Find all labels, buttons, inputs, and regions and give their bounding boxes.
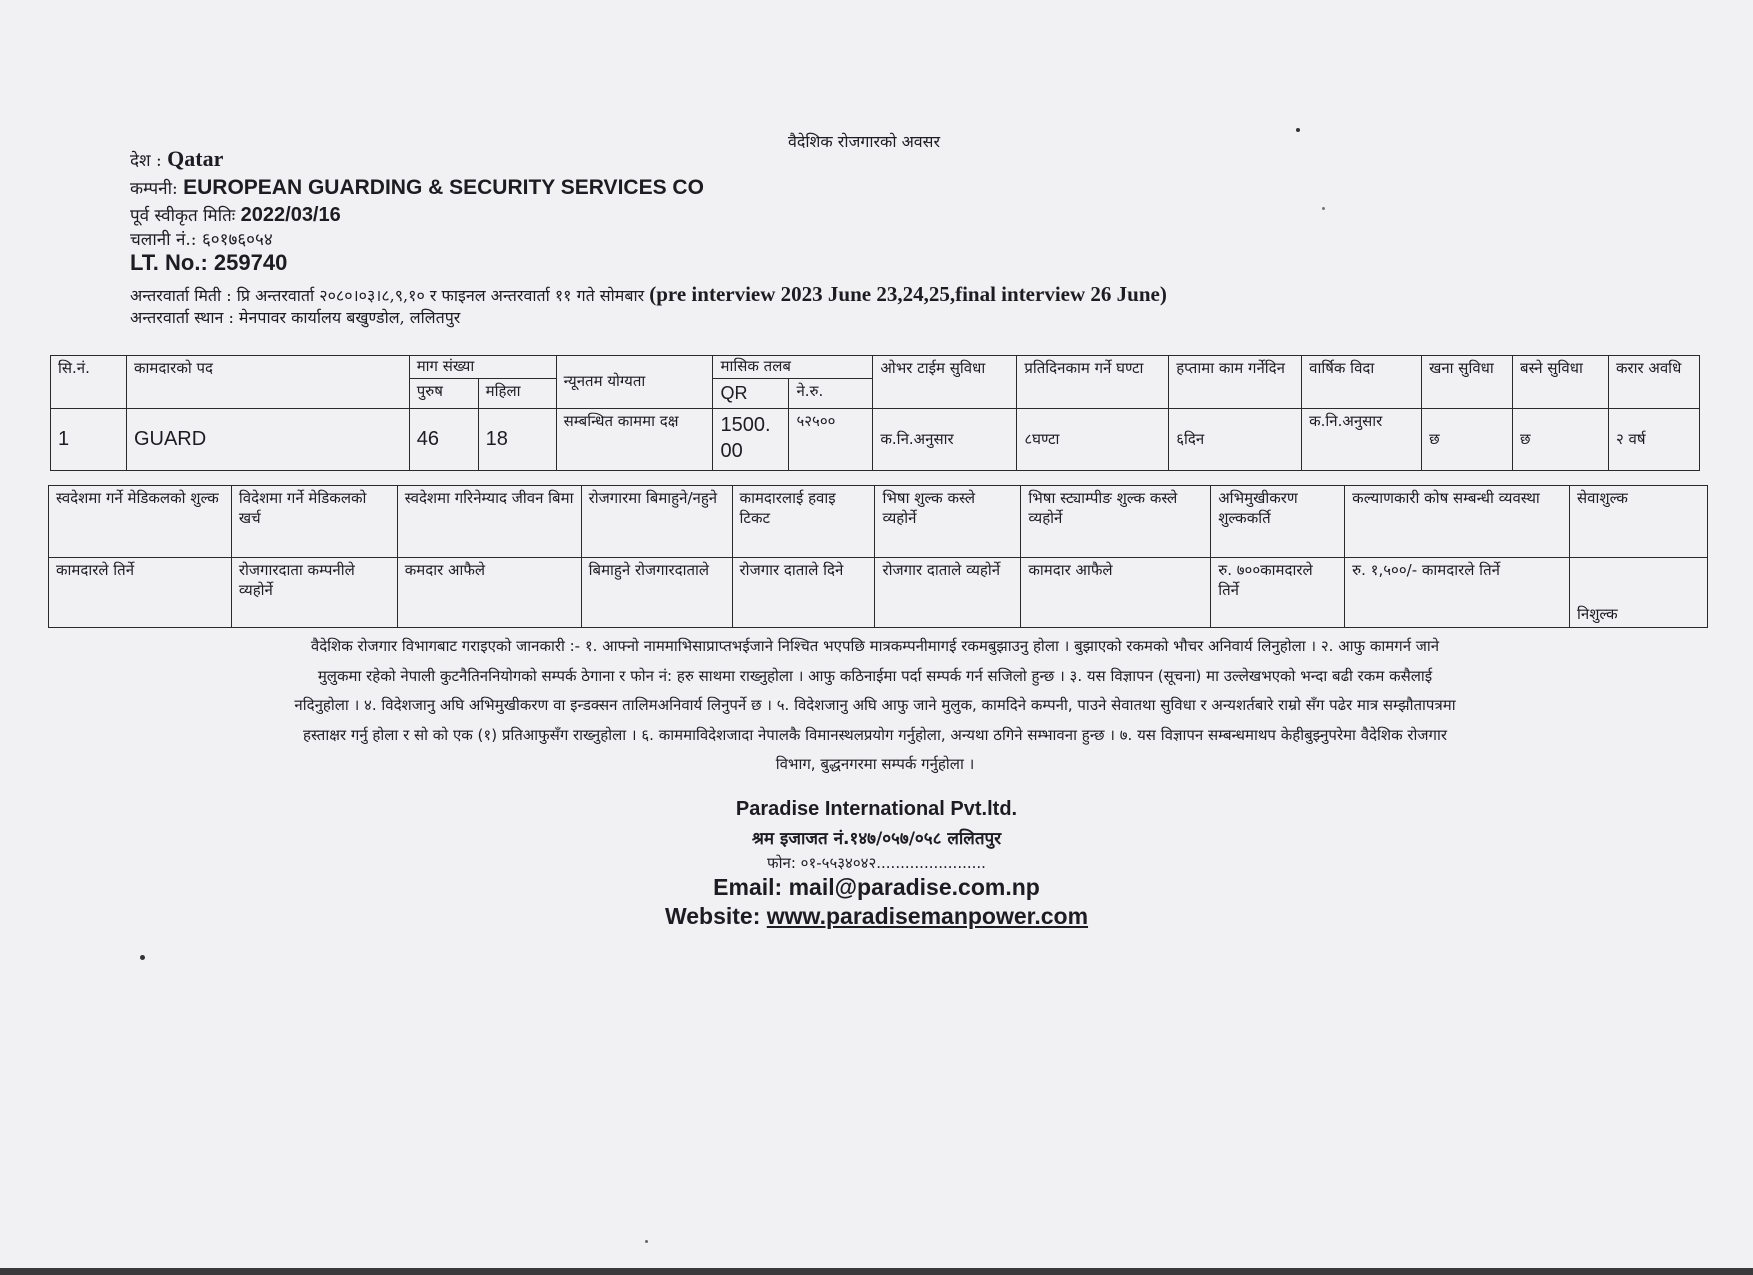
header-qr: QR — [713, 378, 789, 408]
cell-male: 46 — [409, 408, 478, 470]
scan-speck — [1296, 128, 1300, 132]
header-male: पुरुष — [409, 378, 478, 408]
header-salary: मासिक तलब — [713, 356, 873, 379]
header-overtime: ओभर टाईम सुविधा — [873, 356, 1017, 409]
cost-header: सेवाशुल्क — [1570, 486, 1708, 558]
cost-value-row — [49, 558, 1708, 628]
cost-header: रोजगारमा बिमाहुने/नहुने — [581, 486, 732, 558]
header-accommodation: बस्ने सुविधा — [1513, 356, 1609, 409]
scan-speck — [1322, 207, 1325, 210]
website-link[interactable]: www.paradisemanpower.com — [766, 903, 1089, 929]
header-demand: माग संख्या — [409, 356, 556, 379]
scan-speck — [645, 1240, 648, 1243]
cell-contract: २ वर्ष — [1608, 408, 1699, 470]
interview-date-en: (pre interview 2023 June 23,24,25,final interview 26 June) — [649, 282, 1167, 306]
cost-value: निशुल्क — [1570, 558, 1708, 628]
agency-website — [0, 903, 1753, 930]
interview-venue: अन्तरवार्ता स्थान : मेनपावर कार्यालय बखुण्डोल, ललितपुर — [130, 308, 461, 327]
country-label: देश : — [130, 151, 162, 171]
company-value: EUROPEAN GUARDING & SECURITY SERVICES CO — [183, 176, 704, 199]
table-row — [51, 408, 1700, 470]
header-contract: करार अवधि — [1608, 356, 1699, 409]
notice-line: विभाग, बुद्धनगरमा सम्पर्क गर्नुहोला । — [775, 755, 975, 773]
country-line — [130, 146, 223, 172]
interview-date-line — [130, 282, 1167, 307]
cost-value: कामदार आफैले — [1021, 558, 1211, 628]
cost-value: रोजगार दाताले दिने — [732, 558, 875, 628]
scan-border — [0, 1268, 1753, 1275]
notice-line: वैदेशिक रोजगार विभागबाट गराइएको जानकारी :- १. आफ्नो नाममाभिसाप्राप्तभईजाने निश्चित भएपछि मात्रकम्पनीमागई रकमबुझाउनु होला । बुझाएको रकमको भौचर अनिवार्य लिनुहोला । २. आफु कामगर्न जाने — [310, 637, 1440, 655]
table-header-row — [51, 356, 1700, 379]
header-position: कामदारको पद — [126, 356, 409, 409]
cost-header: भिषा शुल्क कस्ले व्यहोर्ने — [875, 486, 1021, 558]
cost-header: स्वदेशमा गर्ने मेडिकलको शुल्क — [49, 486, 232, 558]
cost-header: स्वदेशमा गरिनेम्याद जीवन बिमा — [397, 486, 581, 558]
cell-food: छ — [1422, 408, 1513, 470]
scan-speck — [140, 955, 145, 960]
cost-details-table — [48, 485, 1708, 628]
cell-qualification: सम्बन्धित काममा दक्ष — [556, 408, 713, 470]
cost-value: कामदारले तिर्ने — [49, 558, 232, 628]
cell-weekly-days: ६दिन — [1169, 408, 1302, 470]
cost-value: कमदार आफैले — [397, 558, 581, 628]
approval-line — [130, 203, 341, 227]
header-weekly-days: हप्तामा काम गर्नेदिन — [1169, 356, 1302, 409]
cell-female: 18 — [478, 408, 556, 470]
header-food: खना सुविधा — [1422, 356, 1513, 409]
notice-line: मुलुकमा रहेको नेपाली कुटनैतिननियोगको सम्पर्क ठेगाना र फोन नं: हरु साथमा राख्नुहोला । आफु कठिनाईमा पर्दा सम्पर्क गर्न सजिलो हुन्छ । ३. यस विज्ञापन (सूचना) मा उल्लेखभएको भन्दा बढी रकम कसैलाई — [317, 666, 1433, 685]
interview-date-np: अन्तरवार्ता मिती : प्रि अन्तरवार्ता २०८०।०३।८,९,१० र फाइनल अन्तरवार्ता ११ गते सोमबार — [130, 286, 645, 305]
cell-daily-hours: ८घण्टा — [1017, 408, 1169, 470]
header-sn: सि.नं. — [51, 356, 127, 409]
website-label: Website: — [664, 903, 767, 929]
cost-header-row — [49, 486, 1708, 558]
dispatch-label: चलानी नं.: — [130, 230, 197, 250]
notice-title: वैदेशिक रोजगारको अवसर — [788, 132, 941, 151]
header-qualification: न्यूनतम योग्यता — [556, 356, 713, 409]
cell-position: GUARD — [126, 408, 409, 470]
cell-qr: 1500. 00 — [713, 408, 789, 470]
header-annual-leave: वार्षिक विदा — [1302, 356, 1422, 409]
notice-line: हस्ताक्षर गर्नु होला र सो को एक (१) प्रतिआफुसँग राख्नुहोला । ६. काममाविदेशजादा नेपालकै विमानस्थलप्रयोग गर्नुहोला, अन्यथा ठगिने सम्भावना हुन्छ । ७. यस विज्ञापन सम्बन्धमाथप केहीबुझ्नुपरेमा वैदेशिक रोजगार — [302, 725, 1448, 744]
cost-value: रोजगार दाताले व्यहोर्ने — [875, 558, 1021, 628]
department-notice — [125, 632, 1625, 780]
agency-license: श्रम इजाजत नं.१४७/०५७/०५८ ललितपुर — [751, 829, 1002, 849]
agency-name: Paradise International Pvt.ltd. — [735, 798, 1018, 820]
cost-header: भिषा स्ट्याम्पीङ शुल्क कस्ले व्यहोर्ने — [1021, 486, 1211, 558]
header-female: महिला — [478, 378, 556, 408]
company-line — [130, 176, 704, 200]
cost-value: रु. ७००कामदारले तिर्ने — [1211, 558, 1345, 628]
lt-number: LT. No.: 259740 — [130, 250, 288, 275]
cost-header: कल्याणकारी कोष सम्बन्धी व्यवस्था — [1345, 486, 1570, 558]
header-npr: ने.रु. — [789, 378, 873, 408]
cost-value: रोजगारदाता कम्पनीले व्यहोर्ने — [231, 558, 397, 628]
cost-value: बिमाहुने रोजगारदाताले — [581, 558, 732, 628]
country-value: Qatar — [167, 146, 224, 171]
cell-npr: ५२५०० — [789, 408, 873, 470]
agency-email[interactable]: Email: mail@paradise.com.np — [713, 874, 1040, 900]
cost-header: कामदारलाई हवाइ टिकट — [732, 486, 875, 558]
cell-accommodation: छ — [1513, 408, 1609, 470]
dispatch-line — [130, 227, 273, 250]
cell-overtime: क.नि.अनुसार — [873, 408, 1017, 470]
approval-label: पूर्व स्वीकृत मितिः — [130, 206, 236, 226]
notice-line: नदिनुहोला । ४. विदेशजानु अघि अभिमुखीकरण वा इन्डक्सन तालिमअनिवार्य लिनुपर्ने छ । ५. विदेशजानु अघि आफु जाने मुलुक, कामदिने कम्पनी, पाउने सेवातथा सुविधा र अन्यशर्तबारे राम्रो सँग पढेर मात्र सम्झौतापत्रमा — [294, 696, 1456, 714]
cell-annual-leave: क.नि.अनुसार — [1302, 408, 1422, 470]
header-daily-hours: प्रतिदिनकाम गर्ने घण्टा — [1017, 356, 1169, 409]
cost-value: रु. १,५००/- कामदारले तिर्ने — [1345, 558, 1570, 628]
company-label: कम्पनी: — [130, 179, 178, 199]
cost-header: अभिमुखीकरण शुल्ककर्ति — [1211, 486, 1345, 558]
cell-sn: 1 — [51, 408, 127, 470]
job-details-table — [50, 355, 1700, 471]
cost-header: विदेशमा गर्ने मेडिकलको खर्च — [231, 486, 397, 558]
dispatch-value: ६०१७६०५४ — [201, 230, 273, 250]
approval-value: 2022/03/16 — [240, 204, 341, 226]
agency-phone: फोन: ०१-५५३४०४२....................... — [767, 854, 986, 872]
